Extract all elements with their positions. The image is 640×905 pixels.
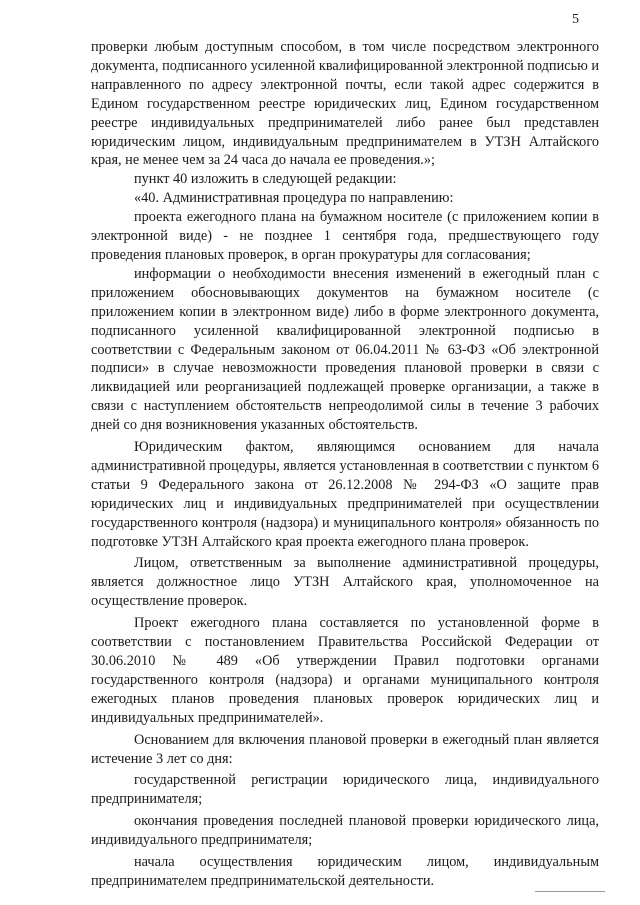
- paragraph-plan-form: Проект ежегодного плана составляется по установленной форме в соответствии с постановлением Правительства Российской Федерации от 30.06.2010 № 489 «Об утверждении Правил подготовки органами государственного контроля (надзора) и органами муниципального контроля ежегодных планов проведения плановых проверок юридических лиц и индивидуальных предпринимателей».: [91, 615, 599, 726]
- footer-rule: [535, 891, 605, 892]
- paragraph-continuation: проверки любым доступным способом, в том числе посредством электронного документа, подписанного усиленной квалифицированной электронной подписью и направленного по адресу электронной почты, если такой адрес содержится в Едином государственном реестре юридических лиц, Едином государственном реестре индивидуальных предпринимателей либо ранее был представлен юридическим лицом, индивидуальным предпринимателем в УТЗН Алтайского края, не менее чем за 24 часа до начала ее проведения.»;: [91, 39, 600, 169]
- list-item-business-start: начала осуществления юридическим лицом, индивидуальным предпринимателем предпринимательской деятельности.: [91, 854, 599, 889]
- page-number: 5: [572, 12, 579, 27]
- paragraph-point-40-heading: «40. Административная процедура по направлению:: [134, 190, 454, 207]
- paragraph-legal-fact: Юридическим фактом, являющимся основанием для начала административной процедуры, является установленная в соответствии с пунктом 6 статьи 9 Федерального закона от 26.12.2008 № 294-ФЗ «О защите прав юридических лиц и индивидуальных предпринимателей при осуществлении государственного контроля (надзора) и муниципального контроля» обязанность по подготовке УТЗН Алтайского края проекта ежегодного плана проверок.: [91, 439, 599, 550]
- paragraph-plan-draft: проекта ежегодного плана на бумажном носителе (с приложением копии в электронной виде) - не позднее 1 сентября года, предшествующего году проведения плановых проверок, в орган прокуратуры для согласования;: [91, 209, 599, 263]
- paragraph-responsible-person: Лицом, ответственным за выполнение административной процедуры, является должностное лицо УТЗН Алтайского края, уполномоченное на осуществление проверок.: [91, 555, 599, 610]
- paragraph-plan-changes: информации о необходимости внесения изменений в ежегодный план с приложением обосновывающих документов на бумажном носителе (с приложением копии в электронном виде) либо в форме электронного документа, подписанного усиленной квалифицированной электронной подписью в соответствии с Федеральным законом от 06.04.2011 № 63-ФЗ «Об электронной подписи» в случае невозможности проведения плановой проверки в связи с ликвидацией или реорганизацией подлежащей проверке организации, а также в связи с наступлением обстоятельств непреодолимой силы в течение 3 рабочих дней со дня возникновения указанных обстоятельств.: [91, 265, 599, 434]
- document-body: [91, 38, 599, 891]
- paragraph-point-40-intro: пункт 40 изложить в следующей редакции:: [134, 171, 397, 188]
- paragraph-inclusion-basis: Основанием для включения плановой проверки в ежегодный план является истечение 3 лет со дня:: [91, 731, 599, 767]
- list-item-registration: государственной регистрации юридического лица, индивидуального предпринимателя;: [91, 772, 599, 808]
- list-item-last-inspection: окончания проведения последней плановой проверки юридического лица, индивидуального предпринимателя;: [91, 813, 599, 849]
